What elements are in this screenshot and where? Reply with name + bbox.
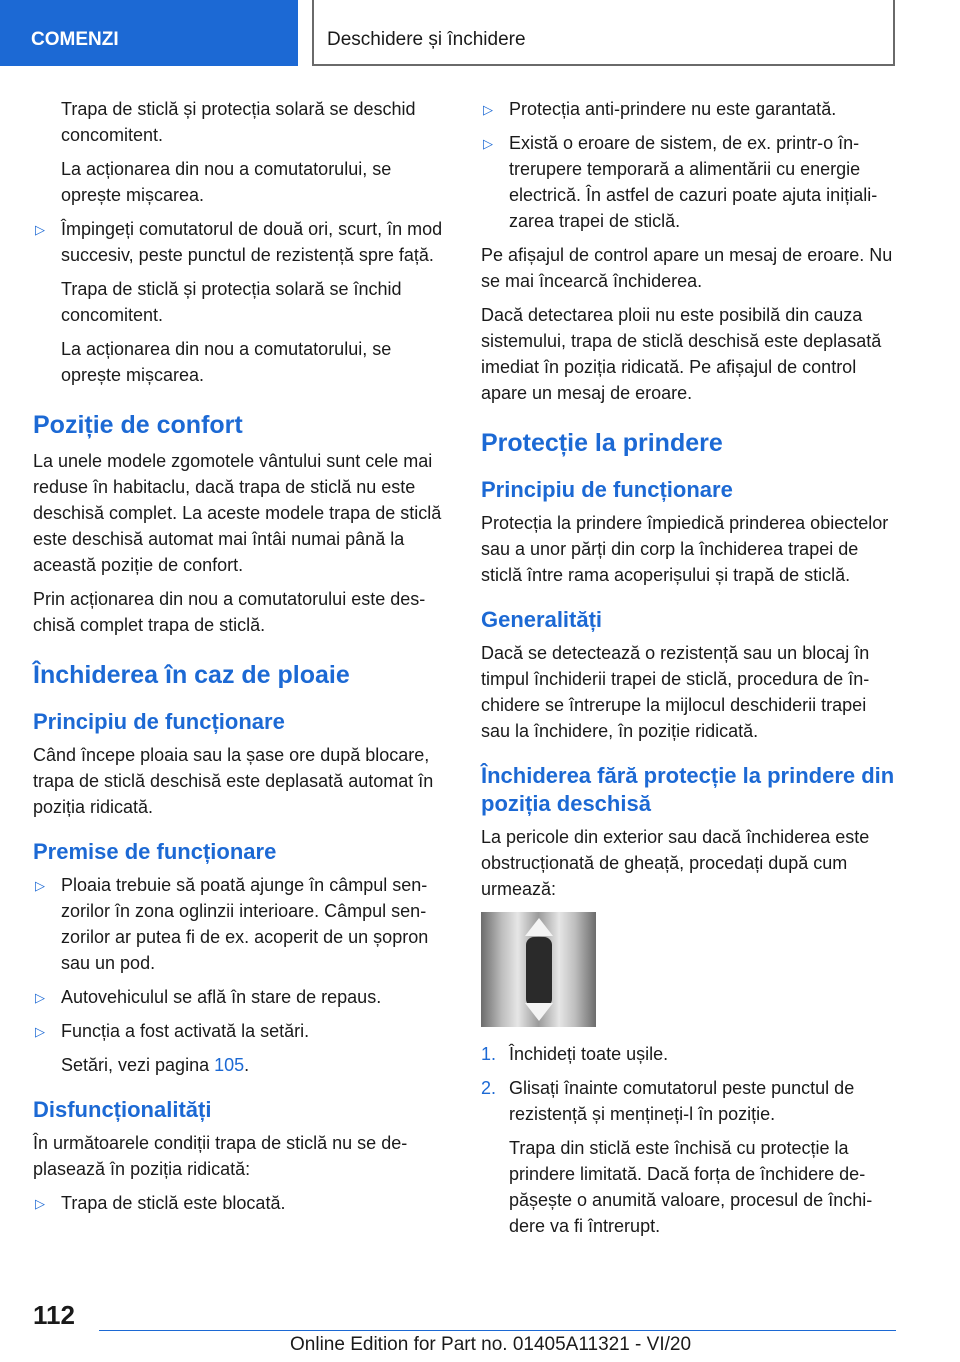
paragraph: La pericole din exterior sau dacă închiderea este obstrucționată de gheață, procedați după cum urmează: (481, 827, 870, 899)
heading-closing-without-protection: Închiderea fără protecție la prindere din poziția deschisă (481, 763, 895, 816)
bullet-icon: ▷ (483, 136, 493, 151)
list-item: ▷ Autovehiculul se află în stare de repaus. (33, 984, 451, 1010)
paragraph: Pe afișajul de control apare un mesaj de eroare. Nu se mai încearcă închiderea. (481, 245, 893, 291)
heading-rain-closing: Închiderea în caz de ploaie (33, 661, 350, 689)
footer-divider (99, 1330, 896, 1331)
section-tab[interactable]: COMENZI (0, 0, 298, 66)
page-link[interactable]: 105 (214, 1055, 245, 1075)
page-number: 112 (33, 1300, 75, 1330)
list-item: ▷ Împingeți comutatorul de două ori, scurt, în mod succesiv, peste punctul de rezistență spre față. (35, 219, 443, 265)
list-item: ▷ Protecția anti-prindere nu este garantată. (481, 96, 899, 122)
switch-photo (481, 912, 596, 1027)
right-column (481, 96, 899, 1247)
numbered-step: 1. Închideți toate ușile. (481, 1044, 669, 1064)
paragraph: Dacă detectarea ploii nu este posibilă din cauza sistemului, trapa de sticlă deschisă este deplasată imediat în poziția ridicată. Pe afișajul de control apare un mesaj de eroare. (481, 305, 882, 403)
heading-principle: Principiu de funcționare (481, 477, 733, 502)
heading-general: Generalități (481, 607, 603, 632)
switch-knob (526, 937, 552, 1007)
paragraph: Trapa din sticlă este închisă cu protecție la prindere limitată. Dacă forța de închidere depășește o anumită valoare, procesul de închidere va fi întrerupt. (509, 1138, 873, 1236)
heading-prerequisites: Premise de funcționare (33, 839, 277, 864)
left-column (33, 96, 451, 1224)
paragraph: La acționarea din nou a comutatorului, se oprește mișcarea. (61, 339, 392, 385)
heading-principle: Principiu de funcționare (33, 709, 285, 734)
list-item: ▷ Există o eroare de sistem, de ex. printr-o întrerupere temporară a alimentării cu energie electrică. În astfel de cazuri poate ajuta inițializarea trapei de sticlă. (483, 133, 878, 231)
paragraph: Prin acționarea din nou a comutatorului este deschisă complet trapa de sticlă. (33, 589, 426, 635)
paragraph: Trapa de sticlă și protecția solară se închid concomitent. (61, 279, 402, 325)
numbered-step: 2. Glisați înainte comutatorul peste punctul de rezistență și mențineți-l în poziție. (481, 1078, 855, 1124)
heading-confort: Poziție de confort (33, 411, 243, 439)
bullet-icon: ▷ (483, 102, 493, 117)
paragraph: Trapa de sticlă și protecția solară se deschid concomitent. (61, 99, 416, 145)
heading-malfunctions: Disfuncționalități (33, 1097, 212, 1122)
edition-note: Online Edition for Part no. 01405A11321 - VI/20 (290, 1334, 692, 1355)
paragraph: La acționarea din nou a comutatorului, se oprește mișcarea. (61, 159, 392, 205)
paragraph: În următoarele condiții trapa de sticlă nu se deplasează în poziția ridicată: (33, 1133, 408, 1179)
list-item: ▷ Ploaia trebuie să poată ajunge în câmpul senzorilor în zona oglinzii interioare. Câmpul senzorilor ar putea fi de ex. acoperit de un șopron sau un pod. (35, 875, 429, 973)
bullet-icon: ▷ (35, 1196, 45, 1211)
paragraph: Dacă se detectează o rezistență sau un blocaj în timpul închiderii trapei de sticlă, procedura de închidere se întrerupe la mijlocul deschiderii trapei sau la închidere, în poziție ridicată. (481, 643, 870, 741)
paragraph: Protecția la prindere împiedică prinderea obiectelor sau a unor părți din corp la închiderea trapei de sticlă între rama acoperișului și trapă de sticlă. (481, 513, 889, 585)
arrow-up-icon (525, 918, 553, 936)
cross-reference: Setări, vezi pagina 105. (61, 1055, 250, 1075)
heading-pinch-protection: Protecție la prindere (481, 429, 723, 457)
bullet-icon: ▷ (35, 990, 45, 1005)
arrow-down-icon (525, 1003, 553, 1021)
page-header (0, 0, 960, 66)
bullet-icon: ▷ (35, 222, 45, 237)
paragraph: Când începe ploaia sau la șase ore după blocare, trapa de sticlă deschisă este deplasată automat în poziția ridicată. (33, 745, 434, 817)
bullet-icon: ▷ (35, 1024, 45, 1039)
list-item: ▷ Funcția a fost activată la setări. (33, 1018, 451, 1044)
list-item: ▷ Trapa de sticlă este blocată. (33, 1190, 451, 1216)
paragraph: La unele modele zgomotele vântului sunt cele mai reduse în habitaclu, dacă trapa de sticlă nu este deschisă complet. La aceste modele trapa de sticlă este deschisă automat mai întâi numai până la această poziție de confort. (33, 451, 442, 575)
chapter-title: Deschidere și închidere (312, 0, 895, 66)
bullet-icon: ▷ (35, 878, 45, 893)
